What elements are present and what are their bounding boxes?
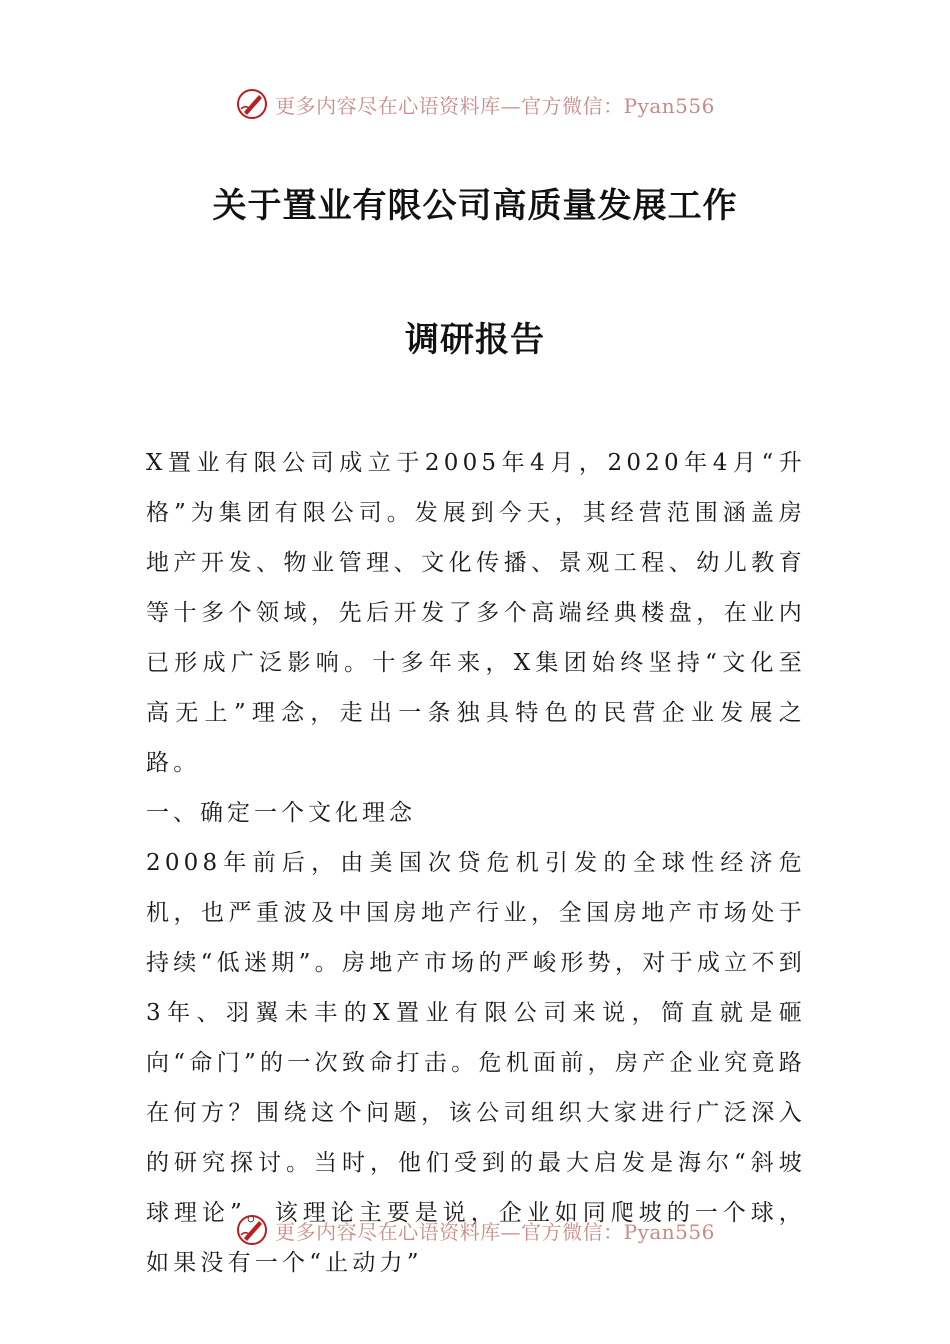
document-body	[146, 438, 806, 1288]
document-title-line1: 关于置业有限公司高质量发展工作	[212, 186, 738, 226]
watermark-text: 更多内容尽在心语资料库—官方微信：Pyan556	[275, 93, 715, 118]
watermark-top	[0, 84, 950, 124]
paragraph: 2008年前后，由美国次贷危机引发的全球性经济危机，也严重波及中国房地产行业，全国房地产市场处于持续“低迷期”。房地产市场的严峻形势，对于成立不到3年、羽翼未丰的X置业有限公司来说，简直就是砸向“命门”的一次致命打击。危机面前，房产企业究竟路在何方？围绕这个问题，该公司组织大家进行广泛深入的研究探讨。当时，他们受到的最大启发是海尔“斜坡球理论”。该理论主要是说，企业如同爬坡的一个球，如果没有一个“止动力”	[146, 850, 806, 1276]
watermark-text: 更多内容尽在心语资料库—官方微信：Pyan556	[275, 1219, 715, 1244]
document-title-line2: 调研报告	[405, 320, 545, 360]
pen-circle-logo-icon	[235, 1213, 269, 1247]
paragraph: X置业有限公司成立于2005年4月，2020年4月“升格”为集团有限公司。发展到今天，其经营范围涵盖房地产开发、物业管理、文化传播、景观工程、幼儿教育等十多个领域，先后开发了多个高端经典楼盘，在业内已形成广泛影响。十多年来，X集团始终坚持“文化至高无上”理念，走出一条独具特色的民营企业发展之路。	[146, 450, 806, 776]
pen-circle-logo-icon	[235, 87, 269, 121]
section-heading: 一、确定一个文化理念	[146, 800, 416, 826]
watermark-bottom	[0, 1210, 950, 1250]
